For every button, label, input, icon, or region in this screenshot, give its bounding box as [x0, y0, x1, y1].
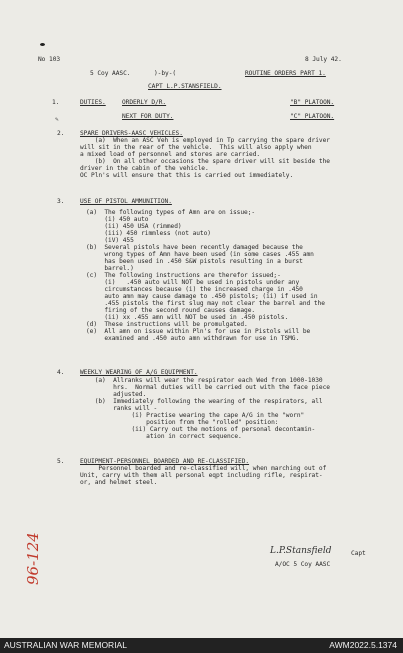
s3-line: examined and .450 auto amn withdrawn for use in TSMG. — [86, 335, 300, 342]
s2-line: driver in the cabin of the vehicle. — [80, 165, 209, 172]
doc-unit: 5 Coy AASC. — [90, 70, 131, 77]
s5-head: EQUIPMENT-PERSONNEL BOARDED AND RE-CLASSIFIED. — [80, 458, 250, 465]
s3-line: (ii) 450 USA (rimmed) — [86, 223, 182, 230]
signature-role: A/OC 5 Coy AASC — [275, 561, 331, 568]
s3-line: .455 pistols the first slug may not clear the barrel and the — [86, 300, 325, 307]
s2-head: SPARE DRIVERS-AASC VEHICLES. — [80, 130, 183, 137]
s3-line: (a) The following types of Amn are on issue;- — [86, 209, 256, 216]
s4-line: position from the "rolled" position: — [80, 419, 279, 426]
doc-by: )-by-( — [154, 70, 177, 77]
s4-head: WEEKLY WEARING OF A/G EQUIPMENT. — [80, 369, 198, 376]
s3-line: (iV) 455 — [86, 237, 134, 244]
s1-r1a: ORDERLY D/R. — [122, 99, 167, 106]
doc-number: No 103 — [38, 56, 61, 63]
s1-r2b: "C" PLATOON. — [290, 113, 335, 120]
s4-line: ranks will - — [80, 405, 158, 412]
margin-mark: ✎ — [55, 116, 59, 123]
punch-hole — [40, 43, 45, 46]
s5-num: 5. — [57, 458, 65, 465]
s5-line: or, and helmet steel. — [80, 479, 158, 486]
s1-head: DUTIES. — [80, 99, 106, 106]
s3-line: (i) 450 auto — [86, 216, 149, 223]
s3-line: (ii) xx .455 amn will NOT be used in .450 pistols. — [86, 314, 289, 321]
s3-line: auto amn may cause damage to .450 pistols; (ii) if used in — [86, 293, 318, 300]
s5-line: Unit, carry with them all personal eqpt including rifle, respirat- — [80, 472, 323, 479]
s2-line: will sit in the rear of the vehicle. This will also apply when — [80, 144, 312, 151]
s1-r1b: "B" PLATOON. — [290, 99, 335, 106]
s4-line: (a) Allranks will wear the respirator each Wed from 1000-1030 — [80, 377, 323, 384]
signature: L.P.Stansfield — [270, 546, 332, 556]
doc-date: 8 July 42. — [305, 56, 342, 63]
s3-head: USE OF PISTOL AMMUNITION. — [80, 198, 172, 205]
s3-line: (iii) 450 rimmless (not auto) — [86, 230, 211, 237]
s4-num: 4. — [57, 369, 65, 376]
signature-rank: Capt — [351, 550, 366, 557]
s2-line: a mixed load of personnel and stores are carried. — [80, 151, 261, 158]
s2-line: (b) On all other occasions the spare driver will sit beside the — [80, 158, 330, 165]
s3-line: wrong types of Amn have been used (in some cases .455 amn — [86, 251, 314, 258]
s2-line: OC Pln's will ensure that this is carried out immediately. — [80, 172, 294, 179]
s3-line: has been used in .450 S&W pistols resulting in a burst — [86, 258, 303, 265]
archive-footer — [0, 638, 403, 653]
s4-line: (i) Practise wearing the cape A/G in the "worn" — [80, 412, 305, 419]
s4-line: hrs. Normal duties will be carried out with the face piece — [80, 384, 330, 391]
s3-num: 3. — [57, 198, 65, 205]
s3-line: (i) .450 auto will NOT be used in pistols under any — [86, 279, 300, 286]
handwritten-annotation: 96-124 — [24, 532, 42, 585]
s3-line: firing of the second round causes damage. — [86, 307, 256, 314]
s2-num: 2. — [57, 130, 65, 137]
s3-line: (d) These instructions will be promulgated. — [86, 321, 248, 328]
s4-line: ation in correct sequence. — [80, 433, 242, 440]
footer-source: AUSTRALIAN WAR MEMORIAL — [4, 640, 127, 650]
s3-line: circumstances because (i) the increased charge in .450 — [86, 286, 303, 293]
doc-title: ROUTINE ORDERS PART 1. — [245, 70, 326, 77]
s4-line: (ii) Carry out the motions of personal decontamin- — [80, 426, 316, 433]
s3-line: (c) The following instructions are therefor issued;- — [86, 272, 281, 279]
s3-line: barrel.) — [86, 265, 134, 272]
s5-line: Personnel boarded and re-classified will, when marching out of — [80, 465, 327, 472]
s3-line: (e) All amn on issue within Pln's for use in Pistols will be — [86, 328, 311, 335]
s4-line: (b) Immediately following the wearing of the respirators, all — [80, 398, 323, 405]
s1-r2a: NEXT FOR DUTY. — [122, 113, 174, 120]
s4-line: adjusted. — [80, 391, 147, 398]
footer-reference: AWM2022.5.1374 — [329, 640, 397, 650]
s3-line: (b) Several pistols have been recently damaged because the — [86, 244, 303, 251]
s1-num: 1. — [52, 99, 60, 106]
doc-officer: CAPT L.P.STANSFIELD. — [148, 83, 222, 90]
s2-line: (a) When an ASC Veh is employed in Tp carrying the spare driver — [80, 137, 330, 144]
